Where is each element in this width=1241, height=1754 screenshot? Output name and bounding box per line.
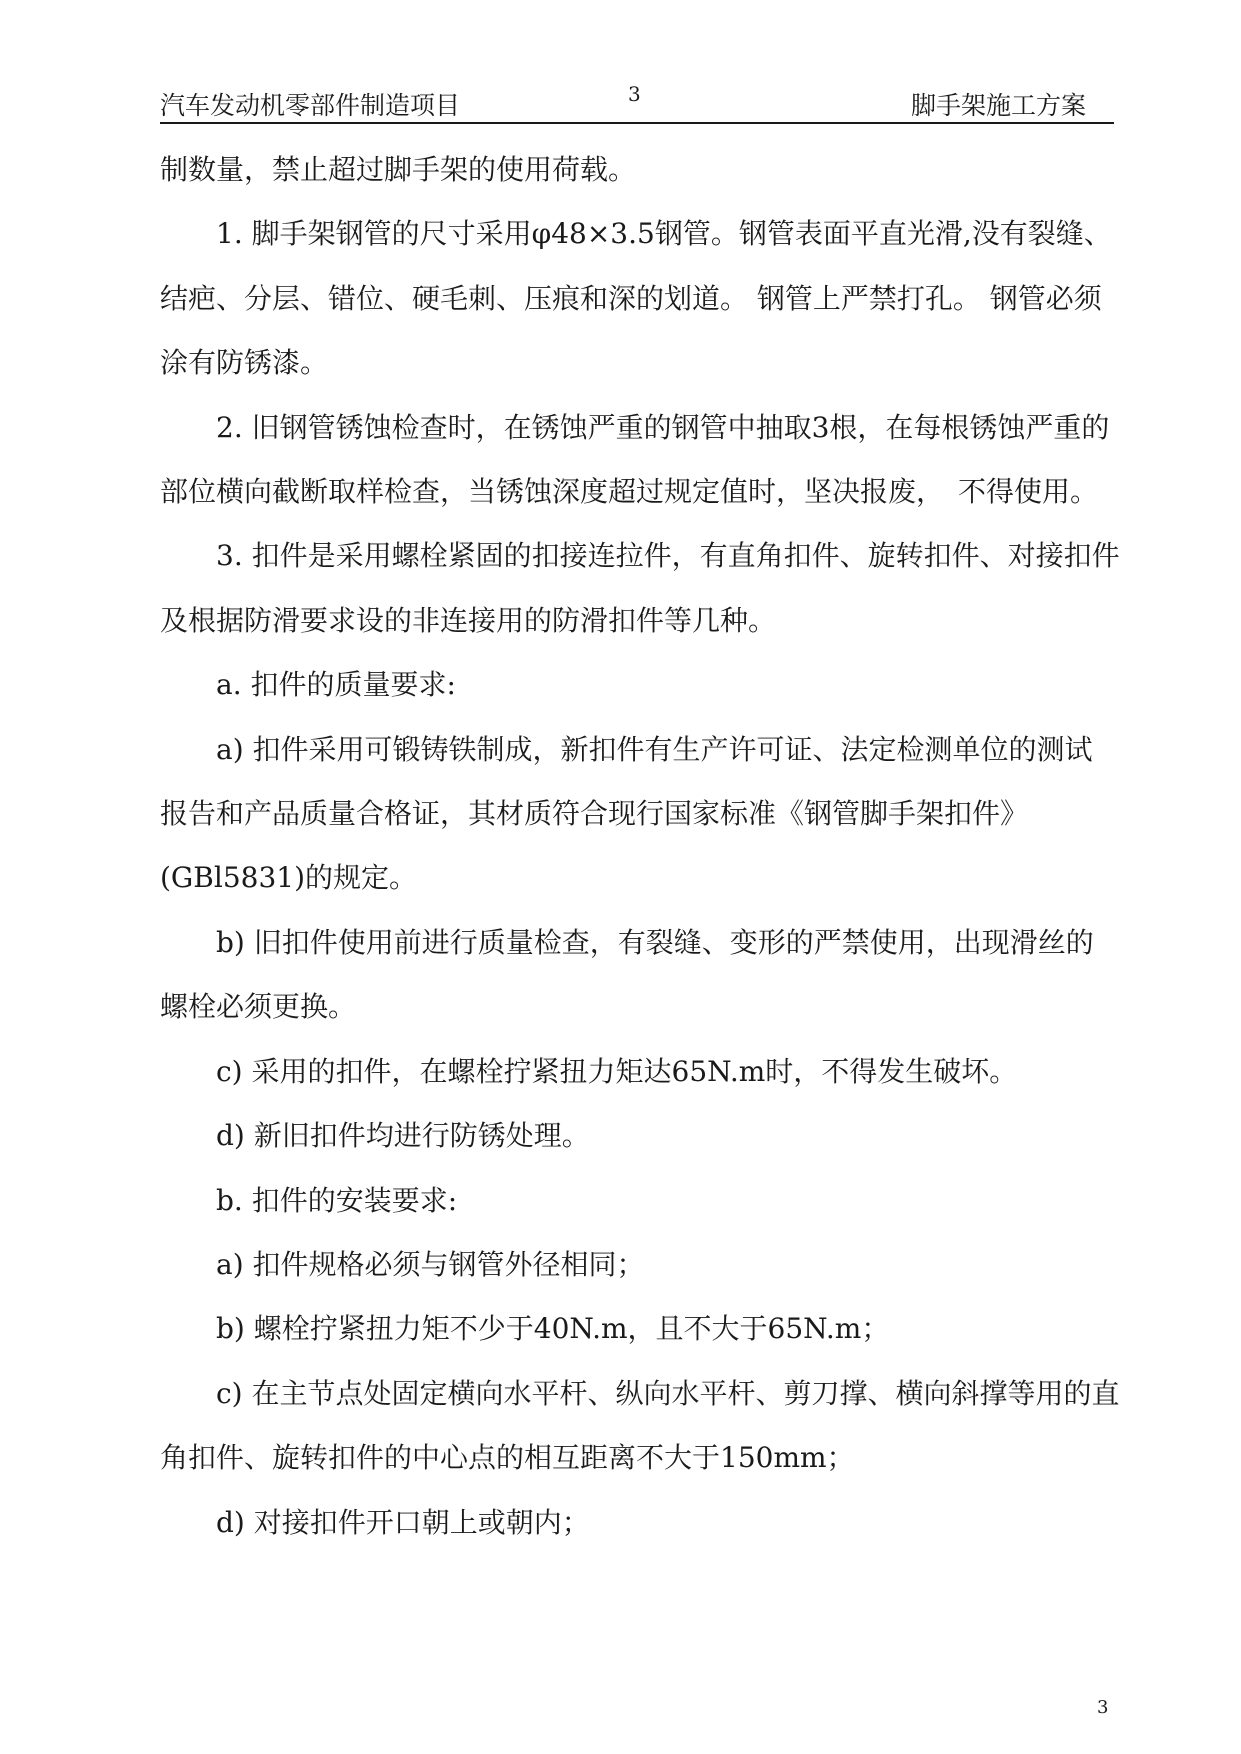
- subheading-quality: a. 扣件的质量要求:: [216, 668, 456, 702]
- paragraph-quality-d: d) 新旧扣件均进行防锈处理。: [216, 1119, 590, 1153]
- paragraph-item-1: 1. 脚手架钢管的尺寸采用φ48×3.5钢管。钢管表面平直光滑,没有裂缝、结疤、分层、错位、硬毛刺、压痕和深的划道。 钢管上严禁打孔。 钢管必须涂有防锈漆。: [160, 217, 1112, 380]
- paragraph-item-3: 3. 扣件是采用螺栓紧固的扣接连拉件，有直角扣件、旋转扣件、对接扣件及根据防滑要求设的非连接用的防滑扣件等几种。: [160, 539, 1120, 637]
- paragraph-item-2: 2. 旧钢管锈蚀检查时，在锈蚀严重的钢管中抽取3根，在每根锈蚀严重的部位横向截断取样检查，当锈蚀深度超过规定值时，坚决报废， 不得使用。: [160, 410, 1110, 509]
- document-body: [160, 138, 1120, 1555]
- page-header: [160, 82, 1114, 124]
- paragraph-install-c: c) 在主节点处固定横向水平杆、纵向水平杆、剪刀撑、横向斜撑等用的直角扣件、旋转扣件的中心点的相互距离不大于150mm；: [160, 1376, 1120, 1475]
- paragraph-install-d: d) 对接扣件开口朝上或朝内；: [216, 1505, 590, 1539]
- paragraph-install-a: a) 扣件规格必须与钢管外径相同；: [216, 1247, 645, 1281]
- header-project-title: 汽车发动机零部件制造项目: [160, 91, 461, 120]
- header-page-number: 3: [628, 82, 641, 106]
- paragraph-quality-a: a) 扣件采用可锻铸铁制成，新扣件有生产许可证、法定检测单位的测试报告和产品质量合格证，其材质符合现行国家标准《钢管脚手架扣件》(GBl5831)的规定。: [160, 732, 1093, 895]
- footer-page-number: 3: [1097, 1697, 1109, 1718]
- subheading-installation: b. 扣件的安装要求:: [216, 1183, 458, 1217]
- paragraph-quality-c: c) 采用的扣件，在螺栓拧紧扭力矩达65N.m时，不得发生破坏。: [216, 1054, 1018, 1088]
- header-document-title: 脚手架施工方案: [910, 91, 1086, 120]
- paragraph-quality-b: b) 旧扣件使用前进行质量检查，有裂缝、变形的严禁使用，出现滑丝的螺栓必须更换。: [160, 925, 1094, 1024]
- paragraph-install-b: b) 螺栓拧紧扭力矩不少于40N.m，且不大于65N.m；: [216, 1312, 890, 1346]
- paragraph-continuation: 制数量，禁止超过脚手架的使用荷载。: [160, 153, 637, 186]
